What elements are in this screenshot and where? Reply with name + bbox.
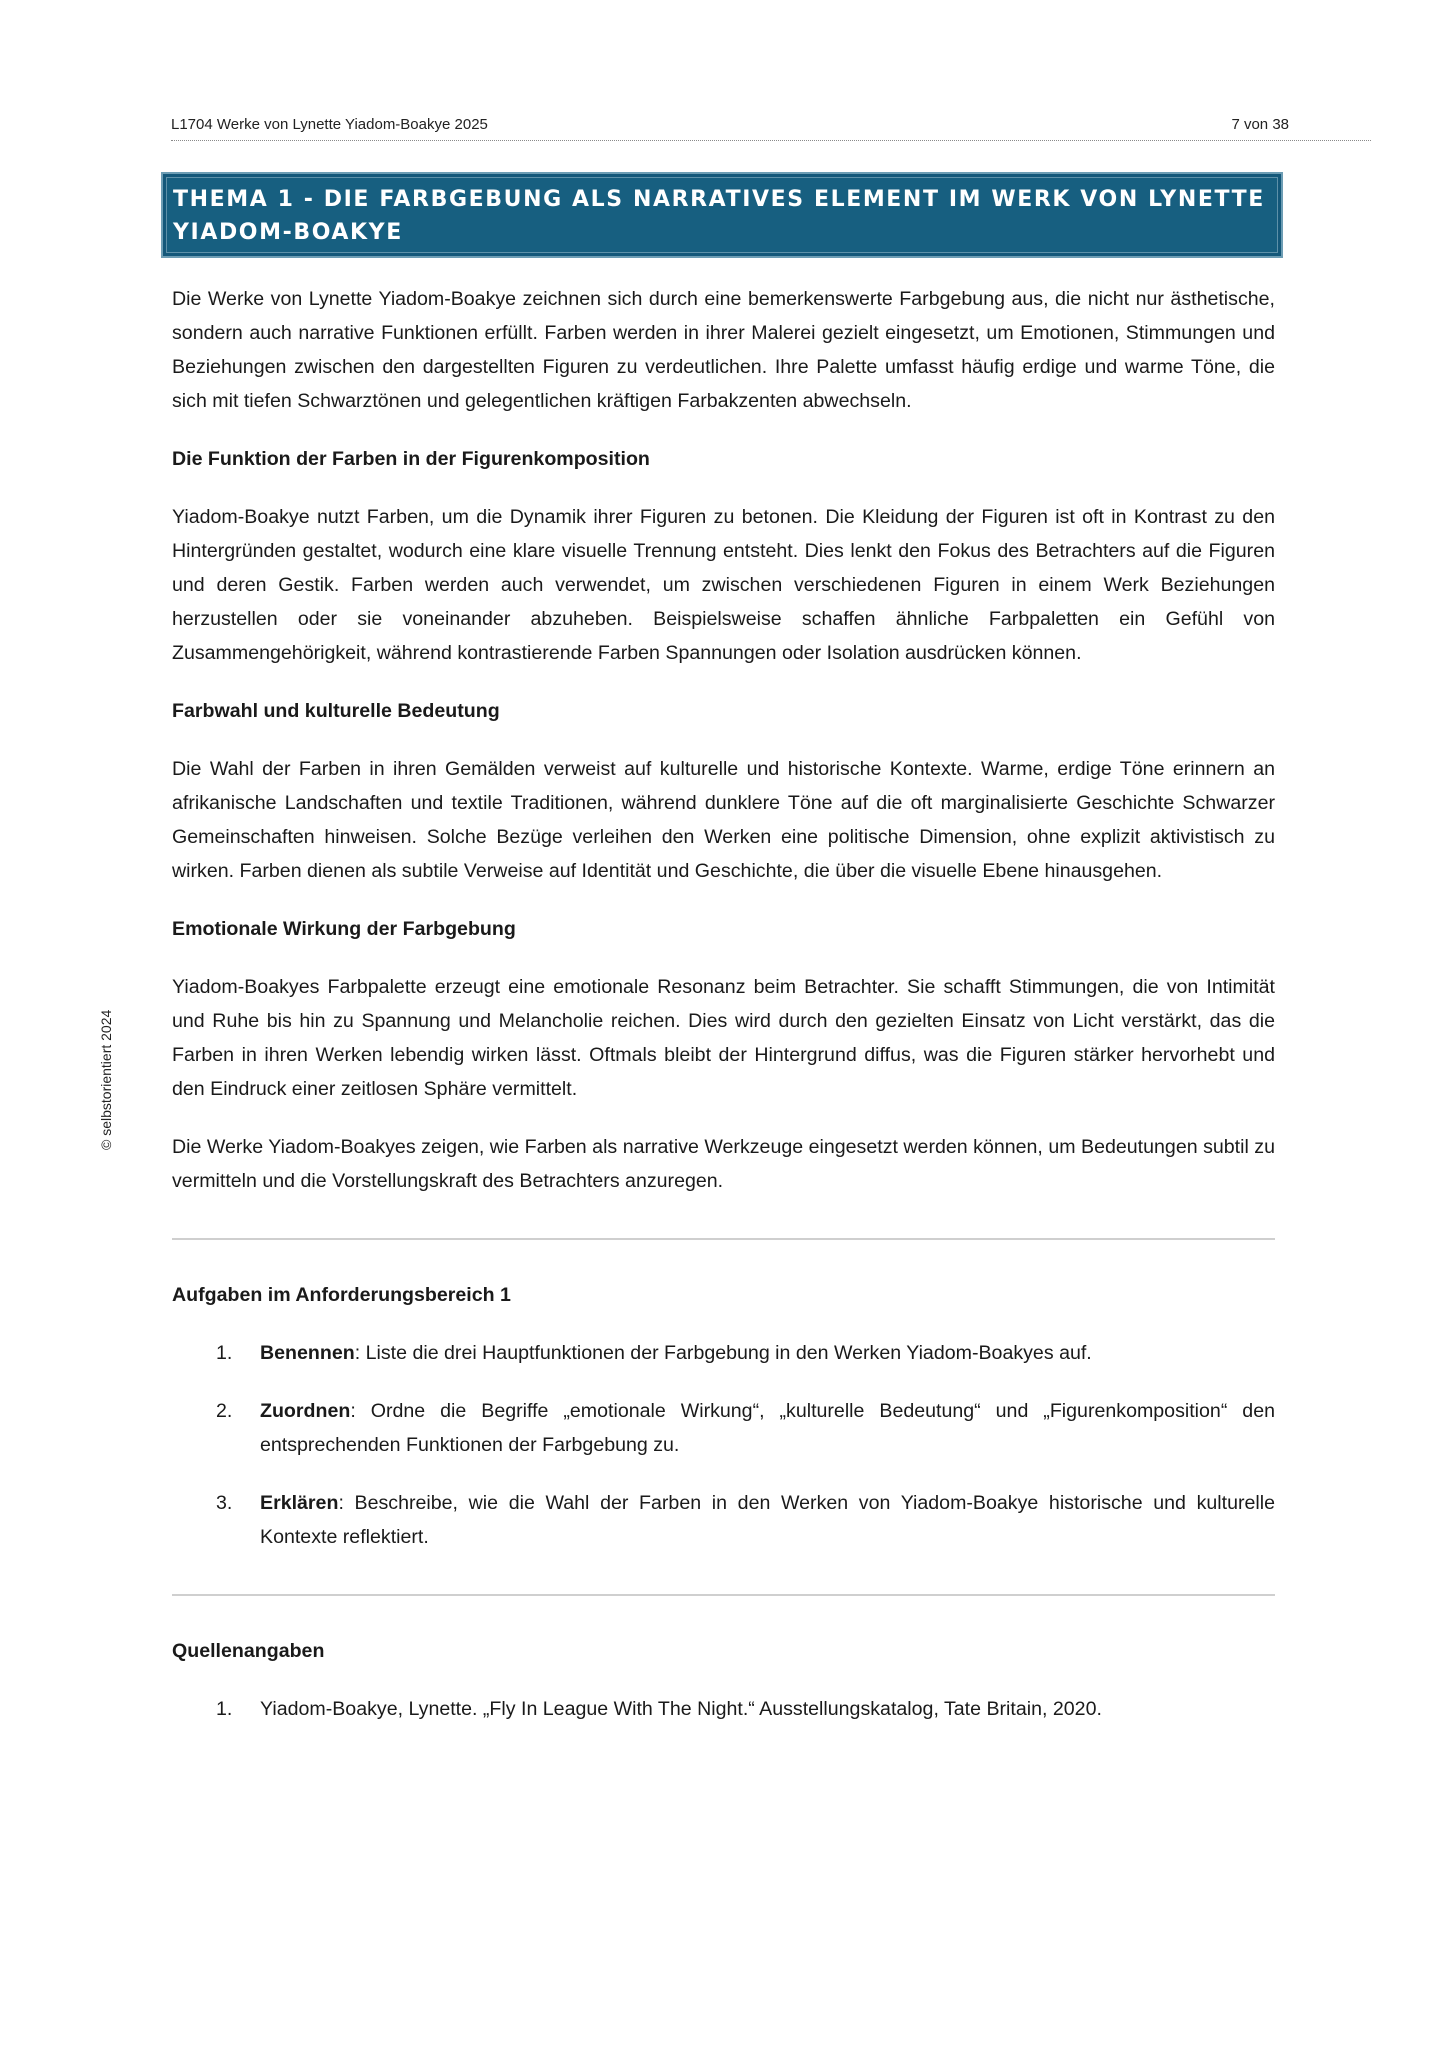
section-paragraph: Die Wahl der Farben in ihren Gemälden verweist auf kulturelle und historische Kontexte. Warme, erdige Töne erinnern an afrikanische Landschaften und textile Traditionen, während dunklere Töne auf die oft marginalisierte Geschichte Schwarzer Gemeinschaften hinweisen. Solche Bezüge verleihen den Werken eine politische Dimension, ohne explizit aktivistisch zu wirken. Farben dienen als subtile Verweise auf Identität und Geschichte, die über die visuelle Ebene hinausgehen. — [172, 758, 1275, 882]
section-paragraph: Yiadom-Boakye nutzt Farben, um die Dynamik ihrer Figuren zu betonen. Die Kleidung der Figuren ist oft in Kontrast zu den Hintergründen gestaltet, wodurch eine klare visuelle Trennung entsteht. Dies lenkt den Fokus des Betrachters auf die Figuren und deren Gestik. Farben werden auch verwendet, um zwischen verschiedenen Figuren in einem Werk Beziehungen herzustellen oder sie voneinander abzuheben. Beispielsweise schaffen ähnliche Farbpaletten ein Gefühl von Zusammengehörigkeit, während kontrastierende Farben Spannungen oder Isolation ausdrücken können. — [172, 506, 1275, 664]
page-header — [171, 114, 1371, 141]
task-keyword: Zuordnen — [260, 1400, 351, 1422]
divider — [172, 1238, 1275, 1240]
section-figurenkomposition — [172, 442, 1275, 670]
sources-heading: Quellenangaben — [172, 1640, 325, 1662]
conclusion-paragraph: Die Werke Yiadom-Boakyes zeigen, wie Farben als narrative Werkzeuge eingesetzt werden können, um Bedeutungen subtil zu vermitteln und die Vorstellungskraft des Betrachters anzuregen. — [172, 1136, 1275, 1192]
task-item — [172, 1336, 1275, 1370]
section-heading: Farbwahl und kulturelle Bedeutung — [172, 700, 500, 722]
task-text: : Beschreibe, wie die Wahl der Farben in den Werken von Yiadom-Boakye historische und kulturelle Kontexte reflektiert. — [260, 1492, 1275, 1548]
section-paragraph: Yiadom-Boakyes Farbpalette erzeugt eine emotionale Resonanz beim Betrachter. Sie schafft Stimmungen, die von Intimität und Ruhe bis hin zu Spannung und Melancholie reichen. Dies wird durch den gezielten Einsatz von Licht verstärkt, das die Farben in ihren Werken lebendig wirken lässt. Oftmals bleibt der Hintergrund diffus, was die Figuren stärker hervorhebt und den Eindruck einer zeitlosen Sphäre vermittelt. — [172, 976, 1275, 1100]
section-heading: Die Funktion der Farben in der Figurenkomposition — [172, 448, 650, 470]
section-heading: Emotionale Wirkung der Farbgebung — [172, 918, 516, 940]
tasks-heading: Aufgaben im Anforderungsbereich 1 — [172, 1284, 511, 1306]
task-list — [172, 1336, 1275, 1554]
topic-title-bar — [161, 172, 1283, 258]
topic-title: THEMA 1 - DIE FARBGEBUNG ALS NARRATIVES ELEMENT IM WERK VON LYNETTE YIADOM-BOAKYE — [173, 187, 1265, 245]
task-number: 2. — [216, 1400, 233, 1422]
page-number: 7 von 38 — [1231, 116, 1289, 133]
source-text: Yiadom-Boakye, Lynette. „Fly In League With The Night.“ Ausstellungskatalog, Tate Britain, 2020. — [260, 1698, 1102, 1720]
task-text: : Ordne die Begriffe „emotionale Wirkung“, „kulturelle Bedeutung“ und „Figurenkomposition“ den entsprechenden Funktionen der Farbgebung zu. — [260, 1400, 1275, 1456]
task-number: 1. — [216, 1342, 233, 1364]
source-list — [172, 1692, 1275, 1726]
divider — [172, 1594, 1275, 1596]
source-item — [172, 1692, 1275, 1726]
task-number: 3. — [216, 1492, 233, 1514]
copyright-note: © selbstorientiert 2024 — [98, 1009, 114, 1150]
task-text: : Liste die drei Hauptfunktionen der Farbgebung in den Werken Yiadom-Boakyes auf. — [354, 1342, 1092, 1364]
source-number: 1. — [216, 1698, 233, 1720]
task-keyword: Benennen — [260, 1342, 355, 1364]
task-keyword: Erklären — [260, 1492, 339, 1514]
document-title: L1704 Werke von Lynette Yiadom-Boakye 2025 — [171, 116, 488, 133]
tasks-section — [172, 1278, 1275, 1554]
main-content — [172, 282, 1275, 1750]
task-item — [172, 1486, 1275, 1554]
task-item — [172, 1394, 1275, 1462]
section-kulturelle-bedeutung — [172, 694, 1275, 888]
sources-section — [172, 1634, 1275, 1726]
section-emotionale-wirkung — [172, 912, 1275, 1106]
intro-paragraph: Die Werke von Lynette Yiadom-Boakye zeichnen sich durch eine bemerkenswerte Farbgebung aus, die nicht nur ästhetische, sondern auch narrative Funktionen erfüllt. Farben werden in ihrer Malerei gezielt eingesetzt, um Emotionen, Stimmungen und Beziehungen zwischen den dargestellten Figuren zu verdeutlichen. Ihre Palette umfasst häufig erdige und warme Töne, die sich mit tiefen Schwarztönen und gelegentlichen kräftigen Farbakzenten abwechseln. — [172, 288, 1275, 412]
